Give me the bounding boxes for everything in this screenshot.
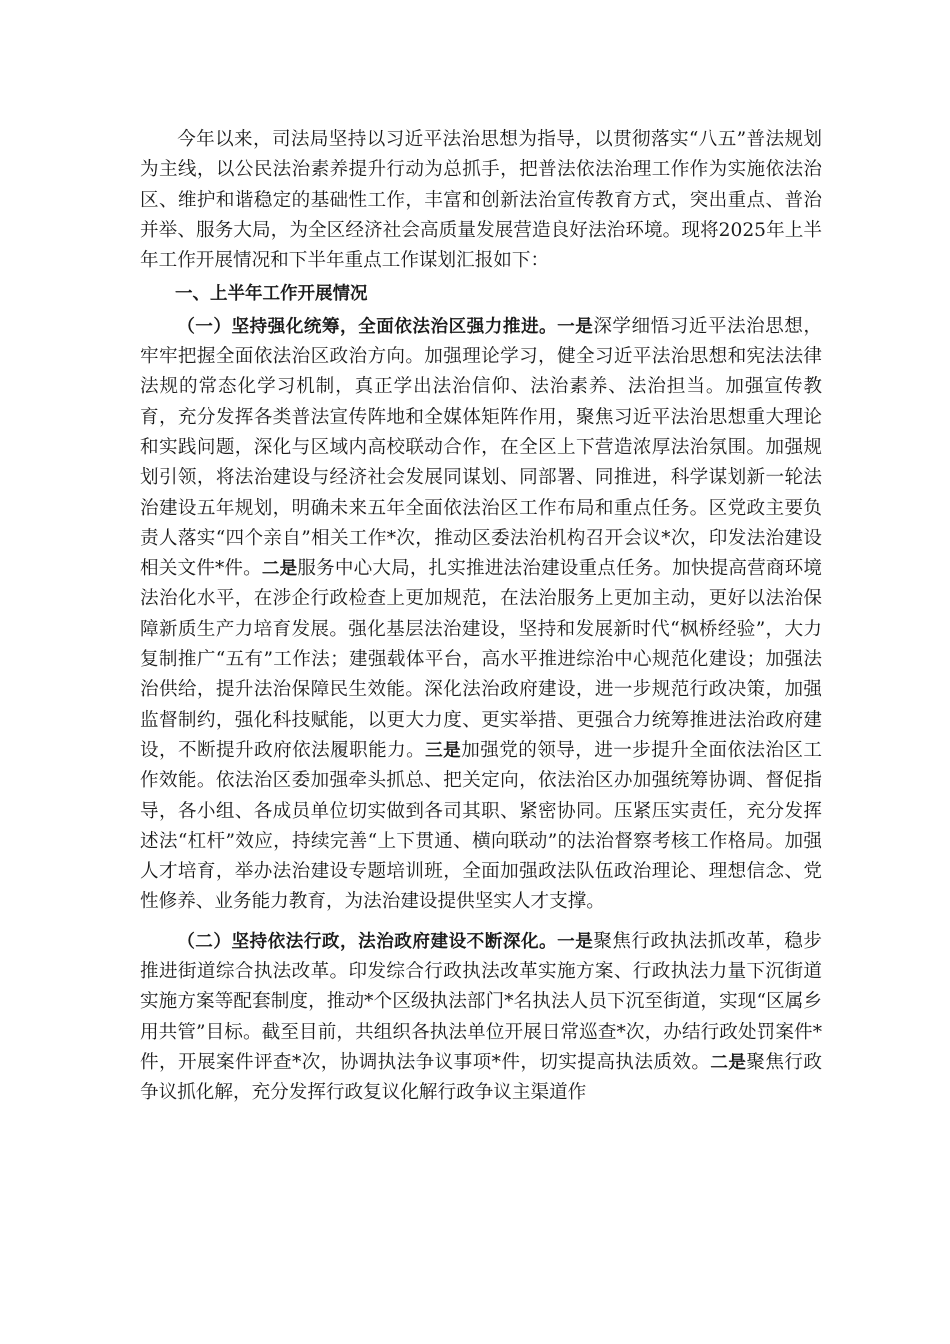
intro-paragraph: 今年以来，司法局坚持以习近平法治思想为指导，以贯彻落实“八五”普法规划为主线，以公民法治素养提升行动为总抓手，把普法依法治理工作作为实施依法治区、维护和谐稳定的基础性工作，丰富和创新法治宣传教育方式，突出重点、普治并举、服务大局，为全区经济社会高质量发展营造良好法治环境。现将2025年上半年工作开展情况和下半年重点工作谋划汇报如下： <box>140 129 822 272</box>
document-page <box>140 125 822 1109</box>
subsection-1-paragraph <box>140 312 822 918</box>
subsection-1-text-1: 深学细悟习近平法治思想，牢牢把握全面依法治区政治方向。加强理论学习，健全习近平法治思想和宪法法律法规的常态化学习机制，真正学出法治信仰、法治素养、法治担当。加强宣传教育，充分发挥各类普法宣传阵地和全媒体矩阵作用，聚焦习近平法治思想重大理论和实践问题，深化与区域内高校联动合作，在全区上下营造浓厚法治氛围。加强规划引领，将法治建设与经济社会发展同谋划、同部署、同推进，科学谋划新一轮法治建设五年规划，明确未来五年全面依法治区工作布局和重点任务。区党政主要负责人落实“四个亲自”相关工作*次，推动区委法治机构召开会议*次，印发法治建设相关文件*件。 <box>140 315 822 580</box>
subsection-2-text-2: 聚焦行政争议抓化解，充分发挥行政复议化解行政争议主渠道作 <box>140 1051 822 1104</box>
subsection-1-lead-3: 三是 <box>425 740 462 761</box>
subsection-1-text-3: 加强党的领导，进一步提升全面依法治区工作效能。依法治区委加强牵头抓总、把关定向，依法治区办加强统筹协调、督促指导，各小组、各成员单位切实做到各司其职、紧密协同。压紧压实责任，充分发挥述法“杠杆”效应，持续完善“上下贯通、横向联动”的法治督察考核工作格局。加强人才培育，举办法治建设专题培训班，全面加强政法队伍政治理论、理想信念、党性修养、业务能力教育，为法治建设提供坚实人才支撑。 <box>140 739 822 913</box>
subsection-2-title: （二）坚持依法行政，法治政府建设不断深化。 <box>177 931 558 952</box>
subsection-1-lead-1: 一是 <box>557 316 594 337</box>
subsection-1-text-2: 服务中心大局，扎实推进法治建设重点任务。加快提高营商环境法治化水平，在涉企行政检查上更加规范，在法治服务上更加主动，更好以法治保障新质生产力培育发展。强化基层法治建设，坚持和发展新时代“枫桥经验”，大力复制推广“五有”工作法；建强载体平台，高水平推进综治中心规范化建设；加强法治供给，提升法治保障民生效能。深化法治政府建设，进一步规范行政决策，加强监督制约，强化科技赋能，以更大力度、更实举措、更强合力统筹推进法治政府建设，不断提升政府依法履职能力。 <box>140 558 822 761</box>
subsection-2-paragraph <box>140 927 822 1109</box>
subsection-2-text-1: 聚焦行政执法抓改革，稳步推进街道综合执法改革。印发综合行政执法改革实施方案、行政执法力量下沉街道实施方案等配套制度，推动*个区级执法部门*名执法人员下沉至街道，实现“区属乡用共管”目标。截至目前，共组织各执法单位开展日常巡查*次，办结行政处罚案件*件，开展案件评查*次，协调执法争议事项*件，切实提高执法质效。 <box>140 930 822 1073</box>
subsection-2-lead-2: 二是 <box>710 1052 747 1073</box>
subsection-2-lead-1: 一是 <box>557 931 594 952</box>
section-heading: 一、上半年工作开展情况 <box>175 284 368 305</box>
subsection-1-lead-2: 二是 <box>261 559 298 580</box>
subsection-1-title: （一）坚持强化统筹，全面依法治区强力推进。 <box>177 316 558 337</box>
